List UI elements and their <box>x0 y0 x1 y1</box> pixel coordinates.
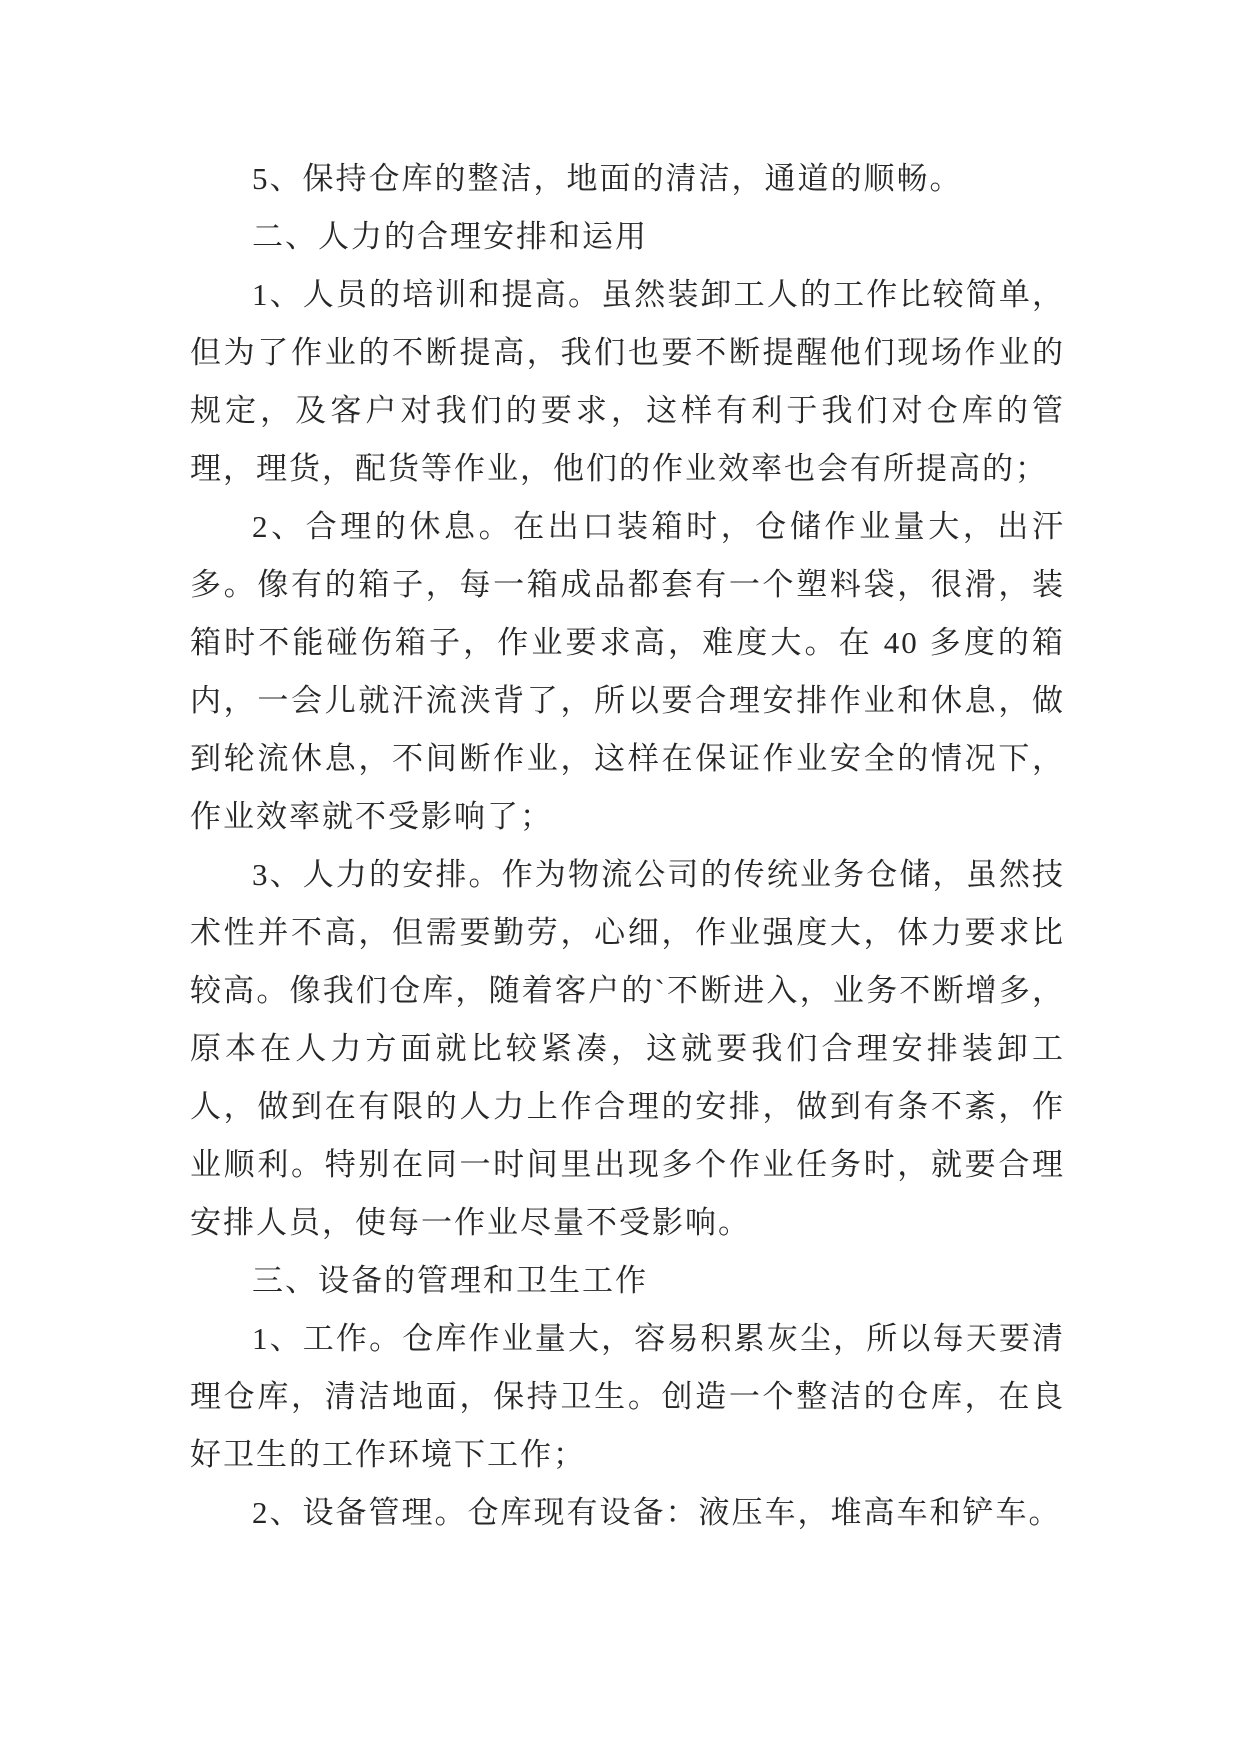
paragraph: 1、工作。仓库作业量大，容易积累灰尘，所以每天要清理仓库，清洁地面，保持卫生。创造一个整洁的仓库，在良好卫生的工作环境下工作； <box>190 1321 1065 1472</box>
paragraph: 5、保持仓库的整洁，地面的清洁，通道的顺畅。 <box>252 161 963 196</box>
paragraph: 三、设备的管理和卫生工作 <box>252 1263 648 1298</box>
paragraph: 3、人力的安排。作为物流公司的传统业务仓储，虽然技术性并不高，但需要勤劳，心细，作业强度大，体力要求比较高。像我们仓库，随着客户的`不断进入，业务不断增多，原本在人力方面就比较紧凑，这就要我们合理安排装卸工人，做到在有限的人力上作合理的安排，做到有条不紊，作业顺利。特别在同一时间里出现多个作业任务时，就要合理安排人员，使每一作业尽量不受影响。 <box>190 857 1065 1240</box>
paragraph: 二、人力的合理安排和运用 <box>252 219 648 254</box>
paragraph: 2、合理的休息。在出口装箱时，仓储作业量大，出汗多。像有的箱子，每一箱成品都套有一个塑料袋，很滑，装箱时不能碰伤箱子，作业要求高，难度大。在 40 多度的箱内，一会儿就汗流浃背了，所以要合理安排作业和休息，做到轮流休息，不间断作业，这样在保证作业安全的情况下，作业效率就不受影响了； <box>190 509 1065 834</box>
paragraph: 1、人员的培训和提高。虽然装卸工人的工作比较简单，但为了作业的不断提高，我们也要不断提醒他们现场作业的规定，及客户对我们的要求，这样有利于我们对仓库的管理，理货，配货等作业，他们的作业效率也会有所提高的； <box>190 277 1065 486</box>
paragraph: 2、设备管理。仓库现有设备：液压车，堆高车和铲车。 <box>252 1495 1062 1530</box>
document-text-body <box>190 150 1065 1542</box>
